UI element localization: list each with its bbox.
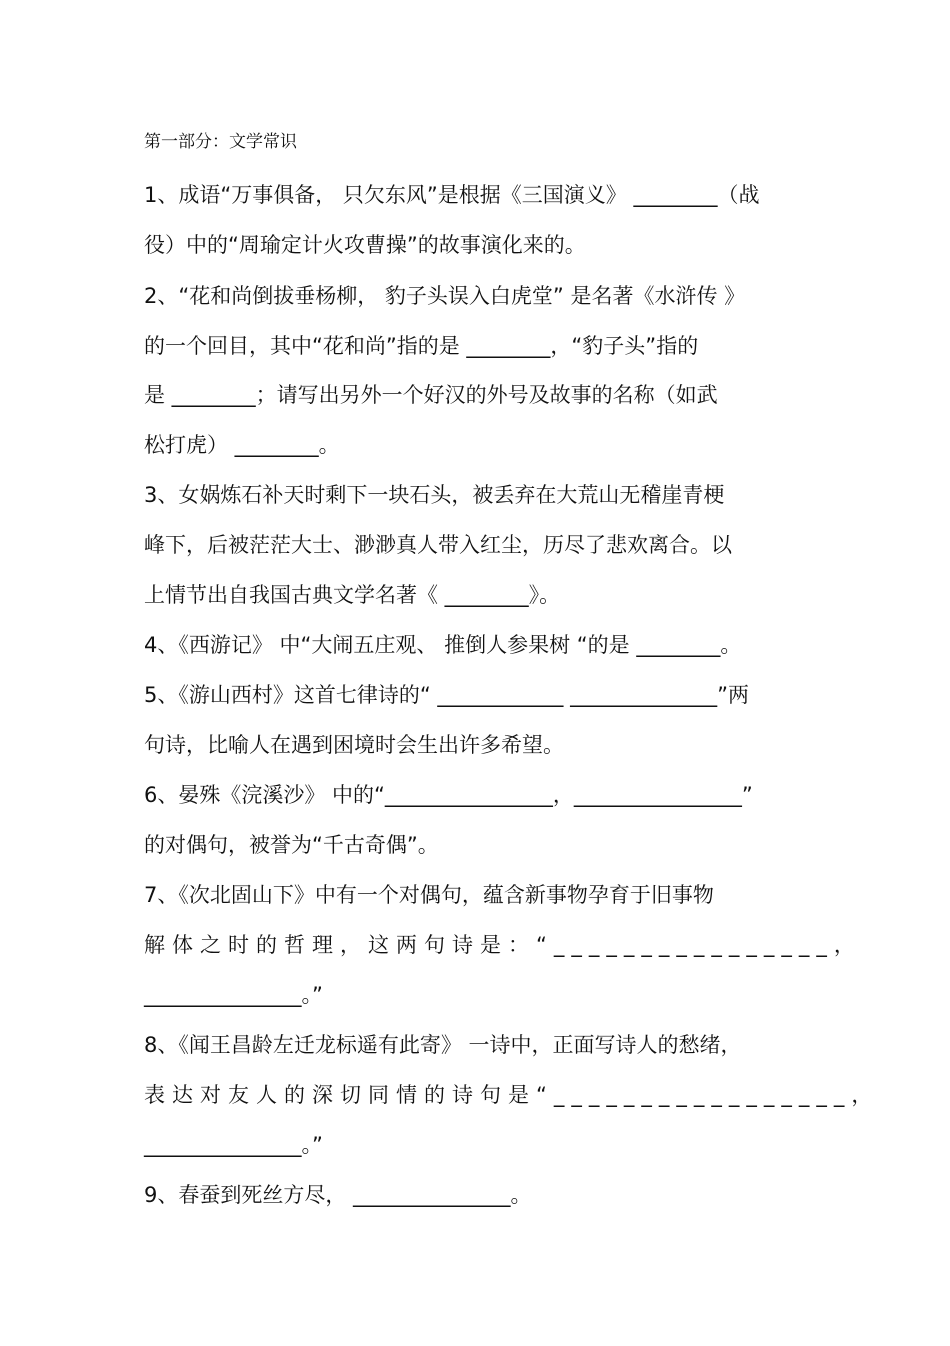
question-3-line-3: 上情节出自我国古典文学名著《 ________》。: [144, 583, 561, 607]
question-6-line-2: 的对偶句，被誉为“千古奇偶”。: [144, 833, 439, 857]
question-2-line-4: 松打虎） ________。: [144, 433, 340, 457]
question-5-line-1: 5、《游山西村》这首七律诗的“ ____________ ______________”两: [144, 683, 749, 707]
question-6-line-1: 6、晏殊《浣溪沙》 中的“________________，________________”: [144, 783, 753, 807]
question-2-line-2: 的一个回目，其中“花和尚”指的是 ________，“豹子头”指的: [144, 334, 699, 358]
question-1-line-1: 1、成语“万事俱备， 只欠东风”是根据《三国演义》 ________（战: [144, 183, 760, 207]
question-2-line-3: 是 ________；请写出另外一个好汉的外号及故事的名称（如武: [144, 383, 718, 407]
question-5-line-2: 句诗，比喻人在遇到困境时会生出许多希望。: [144, 733, 564, 757]
question-8-line-1: 8、《闻王昌龄左迁龙标遥有此寄》 一诗中，正面写诗人的愁绪，: [144, 1033, 742, 1057]
question-8-line-2: 表达对友人的深切同情的诗句是“_________________，: [144, 1083, 880, 1107]
section-title: 第一部分：文学常识: [144, 132, 297, 152]
question-4-line-1: 4、《西游记》 中“大闹五庄观、 推倒人参果树 “的是 ________。: [144, 633, 742, 657]
question-7-line-3: _______________。”: [144, 983, 323, 1007]
question-8-line-3: _______________。”: [144, 1133, 323, 1157]
question-3-line-1: 3、女娲炼石补天时剩下一块石头，被丢弃在大荒山无稽崖青梗: [144, 483, 725, 507]
question-2-line-1: 2、“花和尚倒拔垂杨柳， 豹子头误入白虎堂” 是名著《水浒传 》: [144, 284, 746, 308]
question-7-line-1: 7、《次北固山下》中有一个对偶句，蕴含新事物孕育于旧事物: [144, 883, 714, 907]
question-7-line-2: 解体之时的哲理，这两句诗是：“________________，: [144, 933, 862, 957]
question-9-line-1: 9、春蚕到死丝方尽， _______________。: [144, 1183, 532, 1207]
question-3-line-2: 峰下，后被茫茫大士、渺渺真人带入红尘，历尽了悲欢离合。以: [144, 533, 732, 557]
question-1-line-2: 役）中的“周瑜定计火攻曹操”的故事演化来的。: [144, 233, 586, 257]
